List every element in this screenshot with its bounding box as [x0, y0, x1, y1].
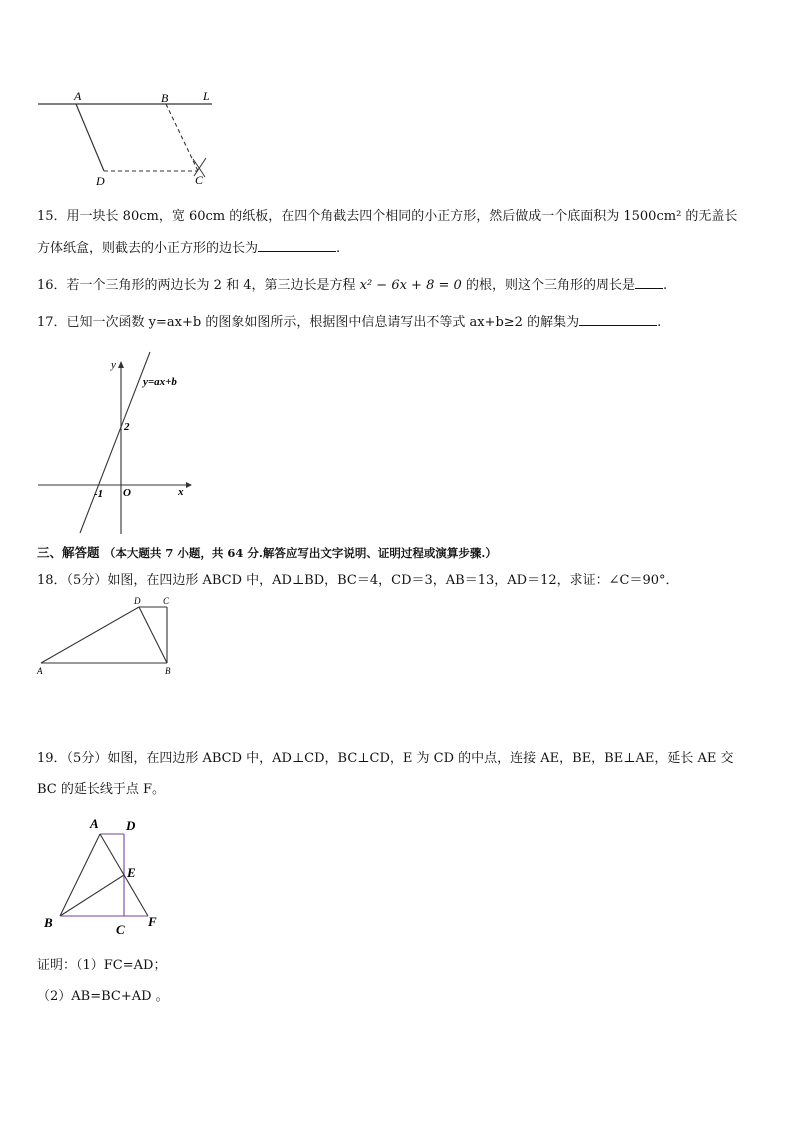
question-17: [37, 311, 661, 334]
figure-q17: [36, 350, 196, 540]
line-label: y=ax+b: [143, 376, 177, 388]
label-b: B: [161, 91, 169, 105]
question-15-line1: 15．用一块长 80cm，宽 60cm 的纸板，在四个角截去四个相同的小正方形，然后做成一个底面积为 1500cm² 的无盖长: [37, 209, 738, 224]
answer-blank: [579, 311, 657, 326]
question-16-end: .: [662, 278, 668, 293]
intercept-label: 2: [124, 421, 130, 433]
label-a: A: [90, 816, 99, 831]
label-a: A: [37, 666, 43, 676]
x-label: x: [178, 486, 184, 498]
label-d: D: [126, 818, 136, 833]
y-arrow: [118, 361, 124, 368]
label-b: B: [165, 666, 171, 676]
figure-q19: [38, 812, 168, 942]
label-d: D: [134, 596, 141, 606]
answer-blank: [635, 274, 663, 289]
label-d: D: [96, 174, 105, 188]
section-note: （本大题共 7 小题，共 64 分.解答应写出文字说明、证明过程或演算步骤.）: [103, 546, 497, 560]
section-title: 三、解答题: [37, 545, 100, 560]
question-15-line2: [37, 237, 340, 260]
label-a: A: [74, 89, 82, 103]
root-label: -1: [94, 488, 104, 500]
question-18: 18．（5分）如图，在四边形 ABCD 中，AD⊥BD，BC＝4，CD＝3，AB＝13，AD＝12，求证：∠C＝90°．: [37, 573, 679, 588]
question-16: [37, 274, 667, 297]
label-c: C: [163, 596, 170, 606]
label-c: C: [195, 173, 204, 187]
segment-bc: [166, 104, 198, 171]
label-l: L: [203, 89, 210, 103]
segment-ad: [41, 607, 139, 663]
question-17-end: .: [657, 315, 662, 330]
question-19-line2: BC 的延长线于点 F。: [37, 782, 166, 797]
y-label: y: [111, 359, 116, 371]
question-17-text: 17．已知一次函数 y=ax+b 的图象如图所示，根据图中信息请写出不等式 ax+b≥2 的解集为: [37, 315, 580, 330]
question-16-pre: 16．若一个三角形的两边长为 2 和 4，第三边长是方程: [37, 278, 356, 293]
question-15-end: .: [336, 241, 341, 256]
figure-q18: [34, 594, 184, 678]
origin-label: O: [123, 487, 131, 499]
label-b: B: [44, 915, 53, 930]
question-19-line1: 19．（5分）如图，在四边形 ABCD 中，AD⊥CD，BC⊥CD，E 为 CD 的中点，连接 AE，BE，BE⊥AE，延长 AE 交: [37, 751, 734, 766]
question-16-post: 的根，则这个三角形的周长是: [465, 278, 635, 293]
x-arrow: [186, 482, 192, 488]
label-f: F: [148, 914, 157, 929]
proof-part-1: 证明：（1）FC=AD；: [37, 958, 167, 973]
answer-blank: [258, 237, 336, 252]
label-e: E: [127, 865, 136, 880]
figure-q14: [30, 85, 230, 190]
segment-bd: [139, 607, 167, 663]
function-line: [80, 352, 150, 533]
question-15-text: 方体纸盒，则截去的小正方形的边长为: [37, 241, 259, 256]
equation: x² − 6x + 8 = 0: [359, 278, 462, 293]
proof-part-2: （2）AB=BC+AD 。: [37, 989, 169, 1004]
section-3-header: [37, 542, 497, 564]
label-c: C: [116, 922, 125, 937]
segment-ad: [76, 104, 104, 171]
